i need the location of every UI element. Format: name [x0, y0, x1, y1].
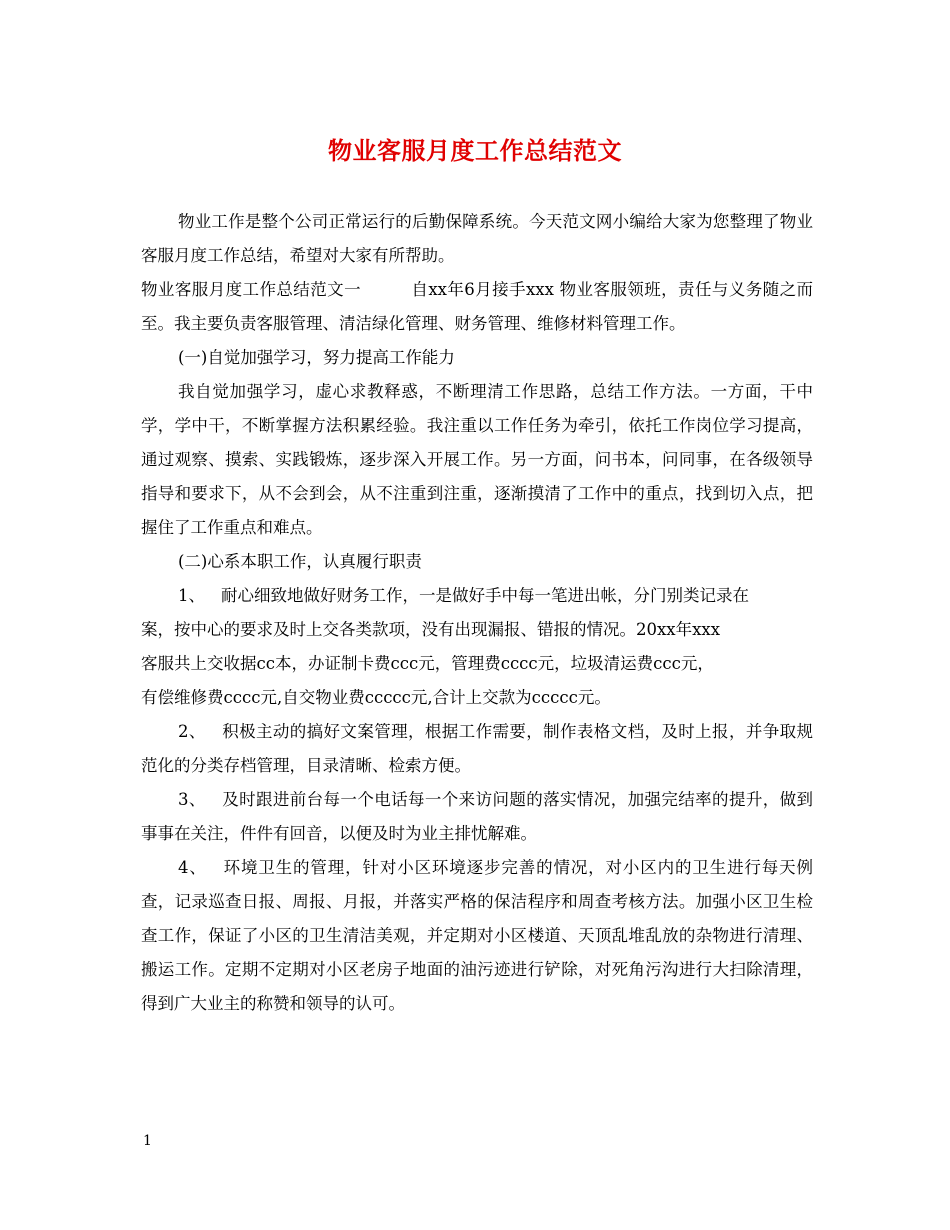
heading-2: (二)心系本职工作，认真履行职责 — [178, 552, 422, 571]
section-label: 物业客服月度工作总结范文一 — [141, 280, 361, 299]
document-title: 物业客服月度工作总结范文 — [328, 136, 622, 165]
list-item-line: 有偿维修费cccc元,自交物业费ccccc元,合计上交款为ccccc元。 — [141, 688, 611, 707]
list-item-4 — [141, 851, 813, 1021]
list-item-number: 4、 — [178, 858, 207, 877]
list-item-3 — [141, 783, 813, 851]
page-number: 1 — [143, 1133, 152, 1149]
list-item-line: 耐心细致地做好财务工作，一是做好手中每一笔进出帐，分门别类记录在 — [221, 586, 749, 605]
list-item-1 — [141, 579, 813, 715]
list-item-number: 1、 — [178, 586, 205, 605]
paragraph-1: 我自觉加强学习，虚心求教释惑，不断理清工作思路，总结工作方法。一方面，干中学，学中干，不断掌握方法积累经验。我注重以工作任务为牵引，依托工作岗位学习提高，通过观察、摸索、实践锻炼，逐步深入开展工作。另一方面，问书本，问同事，在各级领导指导和要求下，从不会到会，从不注重到注重，逐渐摸清了工作中的重点，找到切入点，把握住了工作重点和难点。 — [141, 382, 813, 537]
list-item-text: 环境卫生的管理，针对小区环境逐步完善的情况，对小区内的卫生进行每天例查，记录巡查日报、周报、月报，并落实严格的保洁程序和周查考核方法。加强小区卫生检查工作，保证了小区的卫生清洁美观，并定期对小区楼道、天顶乱堆乱放的杂物进行清理、搬运工作。定期不定期对小区老房子地面的油污迹进行铲除，对死角污沟进行大扫除清理，得到广大业主的称赞和领导的认可。 — [141, 858, 814, 1013]
document-body — [141, 205, 813, 1021]
list-item-number: 3、 — [178, 790, 206, 809]
section-opening-paragraph — [141, 273, 813, 341]
list-item-text: 积极主动的搞好文案管理，根据工作需要，制作表格文档，及时上报，并争取规范化的分类存档管理，目录清晰、检索方便。 — [141, 722, 814, 775]
section-opening-text: 自xx年6月接手xxx 物业客服领班，责任与义务随之而至。我主要负责客服管理、清洁绿化管理、财务管理、维修材料管理工作。 — [141, 280, 813, 333]
list-item-line: 案，按中心的要求及时上交各类款项，没有出现漏报、错报的情况。20xx年xxx — [141, 620, 721, 639]
heading-1: (一)自觉加强学习，努力提高工作能力 — [178, 348, 455, 367]
list-item-text: 及时跟进前台每一个电话每一个来访问题的落实情况，加强完结率的提升，做到事事在关注，件件有回音，以便及时为业主排忧解难。 — [141, 790, 814, 843]
intro-paragraph: 物业工作是整个公司正常运行的后勤保障系统。今天范文网小编给大家为您整理了物业客服月度工作总结，希望对大家有所帮助。 — [141, 212, 813, 265]
list-item-number: 2、 — [178, 722, 206, 741]
list-item-2 — [141, 715, 813, 783]
list-item-line: 客服共上交收据cc本，办证制卡费ccc元，管理费cccc元，垃圾清运费ccc元， — [141, 654, 714, 673]
